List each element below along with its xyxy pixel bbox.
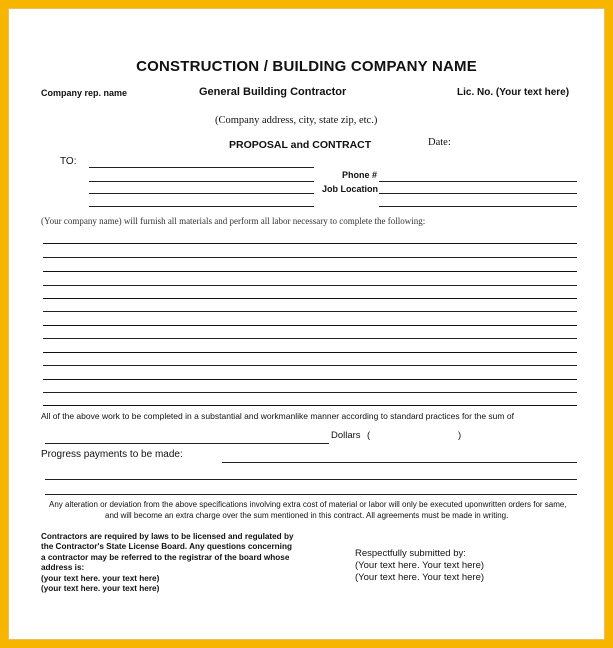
license-notice <box>41 532 294 594</box>
paren-close: ) <box>458 430 462 441</box>
submitted-block <box>355 548 484 584</box>
scope-line[interactable] <box>43 365 577 366</box>
scope-intro: (Your company name) will furnish all materials and perform all labor necessary to complete the following: <box>41 216 426 226</box>
scope-line[interactable] <box>43 352 577 353</box>
license-notice-line: address is: <box>41 563 85 573</box>
proposal-title: PROPOSAL and CONTRACT <box>229 139 372 151</box>
progress-payments-label: Progress payments to be made: <box>41 449 183 460</box>
company-rep-label: Company rep. name <box>41 88 128 98</box>
phone-line[interactable] <box>379 181 577 182</box>
scope-line[interactable] <box>43 325 577 326</box>
contract-form <box>8 8 605 640</box>
to-line-2[interactable] <box>89 181 314 182</box>
paren-open: ( <box>367 430 371 441</box>
progress-line-1[interactable] <box>222 462 577 463</box>
submitted-line: (Your text here. Your text here) <box>355 560 485 571</box>
to-line-4[interactable] <box>89 206 314 207</box>
license-notice-line: the Contractor's State License Board. Any questions concerning <box>41 542 292 552</box>
sum-line[interactable] <box>45 443 329 444</box>
dollars-label: Dollars <box>331 430 361 441</box>
terms-line-1: Any alteration or deviation from the above specifications involving extra cost of material or labor will only be executed uponwritten orders for same, <box>49 500 567 509</box>
to-line-1[interactable] <box>89 167 314 168</box>
job-location-label: Job Location <box>322 184 378 194</box>
submitted-line: (Your text here. Your text here) <box>355 572 485 583</box>
contractor-type: General Building Contractor <box>199 86 347 98</box>
company-name-title: CONSTRUCTION / BUILDING COMPANY NAME <box>136 58 477 75</box>
license-notice-line: (your text here. your text here) <box>41 573 160 583</box>
scope-line[interactable] <box>43 338 577 339</box>
submitted-label: Respectfully submitted by: <box>355 548 466 559</box>
to-label: TO: <box>60 156 77 167</box>
phone-label: Phone # <box>342 170 378 180</box>
license-number: Lic. No. (Your text here) <box>457 87 570 98</box>
scope-line[interactable] <box>43 243 577 244</box>
scope-line[interactable] <box>43 285 577 286</box>
scope-line[interactable] <box>43 311 577 312</box>
to-line-3[interactable] <box>89 193 314 194</box>
company-address: (Company address, city, state zip, etc.) <box>215 115 378 126</box>
scope-line[interactable] <box>43 257 577 258</box>
date-label: Date: <box>428 137 451 148</box>
scope-line[interactable] <box>43 271 577 272</box>
progress-line-2[interactable] <box>45 479 577 480</box>
license-notice-line: a contractor may be referred to the registrar of the board whose <box>41 552 290 562</box>
scope-line[interactable] <box>43 405 577 406</box>
job-location-line[interactable] <box>379 193 577 194</box>
progress-line-3[interactable] <box>45 494 577 495</box>
scope-line[interactable] <box>43 379 577 380</box>
terms-line-2: and will become an extra charge over the sum mentioned in this contract. All agreements must be made in writing. <box>105 511 509 520</box>
scope-line[interactable] <box>43 392 577 393</box>
job-location-line-2[interactable] <box>379 206 577 207</box>
license-notice-line: Contractors are required by laws to be licensed and regulated by <box>41 532 294 541</box>
completion-text: All of the above work to be completed in a substantial and workmanlike manner according to standard practices for the sum of <box>41 411 514 421</box>
license-notice-line: (your text here. your text here) <box>41 584 160 594</box>
scope-line[interactable] <box>43 298 577 299</box>
